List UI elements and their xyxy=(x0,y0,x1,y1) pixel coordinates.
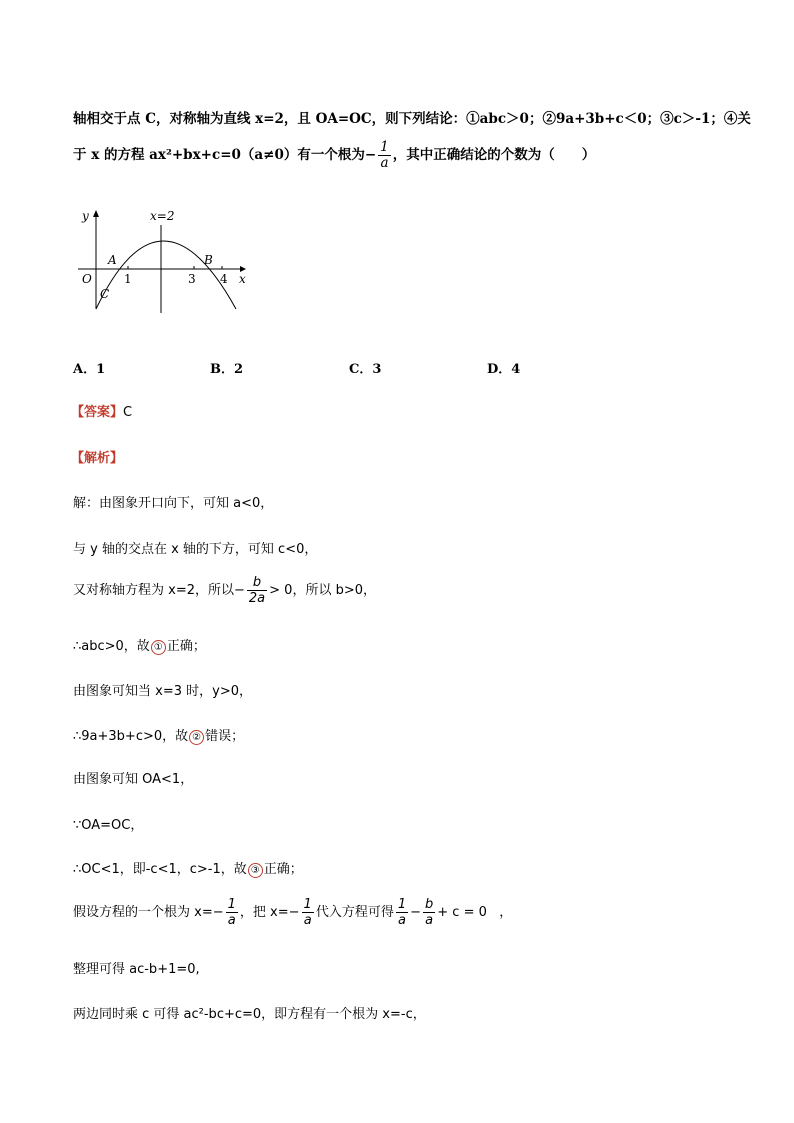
question-line-2 xyxy=(73,140,595,171)
option-a: A．1 xyxy=(73,362,106,377)
symmetry-label: x=2 xyxy=(150,209,175,223)
s4-circle-1: ① xyxy=(151,640,166,655)
s6-post: 错误； xyxy=(205,729,245,744)
solution-line-3 xyxy=(73,575,376,606)
question-line-2-post: ，其中正确结论的个数为（ ） xyxy=(392,147,596,163)
question-line-1: 轴相交于点 C，对称轴为直线 x=2，且 OA=OC，则下列结论：①abc＞0；②9a+3b+c＜0；③c＞-1；④关 xyxy=(73,111,751,127)
s10-f4-den: a xyxy=(425,913,434,928)
s4-pre: ∴abc>0，故 xyxy=(73,639,150,654)
x-label: x xyxy=(239,272,246,286)
answer-value: C xyxy=(123,405,133,420)
solution-line-8: ∵OA=OC， xyxy=(73,818,144,833)
s3-post: ，所以 b>0， xyxy=(292,583,377,598)
solution-line-4 xyxy=(73,635,206,655)
s6-pre: ∴9a+3b+c>0，故 xyxy=(73,729,189,744)
s4-post: 正确； xyxy=(166,639,206,654)
s10-f1-num: 1 xyxy=(227,897,236,912)
frac-denominator: a xyxy=(380,155,389,171)
point-b-label: B xyxy=(204,253,213,267)
frac-numerator: 1 xyxy=(380,139,389,155)
y-axis-arrow xyxy=(93,210,99,217)
s10-b: ，把 x= xyxy=(239,905,289,920)
s3-fraction xyxy=(247,575,267,606)
question-line-2-pre: 于 x 的方程 ax²+bx+c=0（a≠0）有一个根为 xyxy=(73,147,365,163)
tick-1-label: 1 xyxy=(124,272,132,286)
s10-d: + c = 0 xyxy=(437,905,487,920)
solution-line-12: 两边同时乘 c 可得 ac²-bc+c=0，即方程有一个根为 x=-c， xyxy=(73,1007,426,1022)
s10-fraction-1 xyxy=(226,897,238,928)
s10-minus: − xyxy=(410,905,422,920)
s10-e: ， xyxy=(499,905,513,920)
s10-f2-num: 1 xyxy=(303,897,312,912)
solution-line-9 xyxy=(73,858,303,878)
answer-line xyxy=(71,401,132,420)
s10-fraction-2 xyxy=(302,897,314,928)
solution-line-1: 解：由图象开口向下，可知 a<0， xyxy=(73,496,274,511)
solution-line-5: 由图象可知当 x=3 时，y>0， xyxy=(73,684,252,699)
s10-f3-num: 1 xyxy=(397,897,407,912)
s3-sign: − xyxy=(234,583,245,598)
s3-num: b xyxy=(247,575,267,591)
solution-line-7: 由图象可知 OA<1， xyxy=(73,772,194,787)
s10-f2-den: a xyxy=(303,913,312,928)
y-label: y xyxy=(82,209,89,223)
solution-line-2: 与 y 轴的交点在 x 轴的下方，可知 c<0， xyxy=(73,542,318,557)
tick-4-label: 4 xyxy=(220,272,228,286)
solution-line-10 xyxy=(73,897,512,928)
parabola-figure xyxy=(70,203,255,313)
option-c: C．3 xyxy=(349,362,382,377)
s10-f3-den: a xyxy=(397,913,406,928)
point-a-label: A xyxy=(108,253,117,267)
s9-circle-3: ③ xyxy=(248,863,263,878)
solution-line-6 xyxy=(73,725,244,745)
point-c-label: C xyxy=(100,287,110,301)
s10-fraction-4 xyxy=(423,897,435,928)
s10-f4-num: b xyxy=(425,897,434,912)
s9-post: 正确； xyxy=(263,862,303,877)
tick-3-label: 3 xyxy=(188,272,196,286)
s10-f1-den: a xyxy=(227,913,236,928)
s10-f1-sign: − xyxy=(212,905,224,920)
s6-circle-2: ② xyxy=(189,730,204,745)
s10-a: 假设方程的一个根为 x= xyxy=(73,905,213,920)
s3-mid: > 0 xyxy=(269,583,293,598)
origin-label: O xyxy=(82,272,92,286)
analysis-tag: 【解析】 xyxy=(71,451,124,466)
s3-den: 2a xyxy=(248,591,266,606)
parabola-curve xyxy=(96,241,236,309)
s9-pre: ∴OC<1，即-c<1，c>-1，故 xyxy=(73,862,247,877)
option-d: D．4 xyxy=(487,362,521,377)
answer-tag: 【答案】 xyxy=(71,405,124,420)
solution-line-11: 整理可得 ac-b+1=0, xyxy=(73,962,200,977)
s10-fraction-3 xyxy=(396,897,408,928)
s3-pre: 又对称轴方程为 x=2，所以 xyxy=(73,583,234,598)
s10-f2-sign: − xyxy=(288,905,300,920)
question-frac-sign: − xyxy=(364,147,377,163)
option-b: B．2 xyxy=(210,362,244,377)
s10-c: 代入方程可得 xyxy=(315,905,394,920)
question-fraction xyxy=(378,140,391,171)
